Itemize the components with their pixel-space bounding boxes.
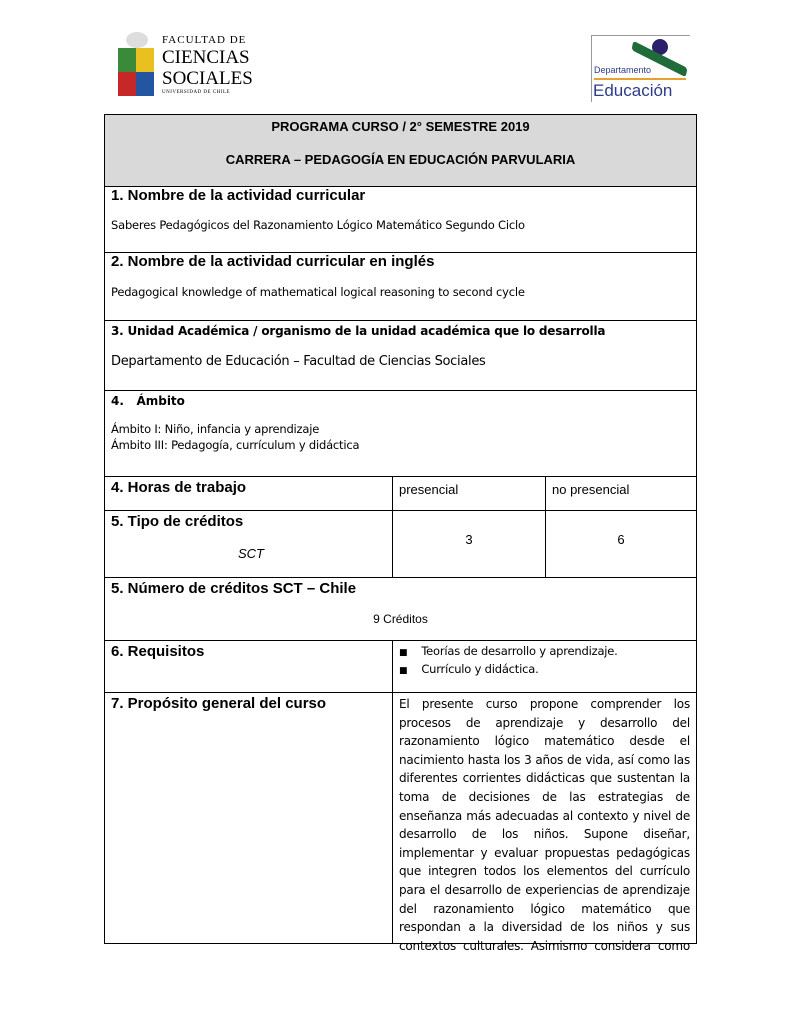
section-value: Saberes Pedagógicos del Razonamiento Lógico Matemático Segundo Ciclo bbox=[111, 218, 525, 232]
requisitos-label-cell bbox=[104, 640, 393, 693]
tipo-label-cell bbox=[104, 510, 393, 578]
section-label: 5. Número de créditos SCT – Chile bbox=[111, 580, 357, 597]
text-line: procesos de aprendizaje y desarrollo del bbox=[399, 715, 690, 730]
section-1 bbox=[104, 186, 697, 253]
section-label: 4. Horas de trabajo bbox=[111, 479, 247, 496]
credit-value: 6 bbox=[617, 532, 625, 547]
text-line: implementar y evaluar propuestas pedagógicas bbox=[399, 845, 690, 860]
text-line: nacimiento hasta los 3 años de vida, así como las bbox=[399, 752, 690, 767]
text-line: desarrollo de los niños. Supone diseñar, bbox=[399, 827, 690, 842]
list-item bbox=[399, 662, 696, 680]
section-item: Ámbito III: Pedagogía, currículum y didáctica bbox=[111, 438, 360, 452]
section-value: 9 Créditos bbox=[373, 612, 428, 626]
text-line: del razonamiento lógico matemático que bbox=[399, 901, 690, 916]
section-label: 3. Unidad Académica / organismo de la unidad académica que lo desarrolla bbox=[111, 324, 606, 338]
text-line: contextos culturales. Asimismo considera como bbox=[399, 938, 690, 953]
departamento-logo bbox=[591, 35, 690, 102]
text-line: razonamiento lógico matemático desde el bbox=[399, 734, 690, 749]
bullet-icon: ■ bbox=[399, 648, 408, 658]
proposito-label-cell bbox=[104, 692, 393, 944]
facultad-logo bbox=[118, 32, 253, 98]
text-line: que integren todos los elementos del currículo bbox=[399, 864, 690, 879]
program-header bbox=[104, 114, 697, 187]
section-numero bbox=[104, 577, 697, 641]
section-value: Pedagogical knowledge of mathematical logical reasoning to second cycle bbox=[111, 285, 525, 299]
logo-text: SOCIALES bbox=[162, 68, 253, 90]
logo-text: FACULTAD DE bbox=[162, 34, 247, 46]
list-item bbox=[399, 644, 696, 662]
proposito-text bbox=[399, 695, 690, 955]
credit-value: 3 bbox=[465, 532, 473, 547]
horas-presencial-cell bbox=[392, 476, 546, 511]
text-line: para el desarrollo de experiencias de aprendizaje bbox=[399, 882, 690, 897]
university-crest-icon bbox=[118, 32, 156, 98]
section-2 bbox=[104, 252, 697, 321]
section-label: 2. Nombre de la actividad curricular en inglés bbox=[111, 253, 435, 270]
column-header: presencial bbox=[399, 482, 459, 497]
list-item-text: Currículo y didáctica. bbox=[421, 662, 539, 676]
page-title: PROGRAMA CURSO / 2° SEMESTRE 2019 bbox=[271, 119, 530, 134]
logo-text: UNIVERSIDAD DE CHILE bbox=[162, 90, 231, 96]
horas-label-cell bbox=[104, 476, 393, 511]
section-item: Ámbito I: Niño, infancia y aprendizaje bbox=[111, 422, 320, 436]
list-item-text: Teorías de desarrollo y aprendizaje. bbox=[421, 644, 618, 658]
section-label: 7. Propósito general del curso bbox=[111, 695, 327, 712]
section-4 bbox=[104, 390, 697, 477]
text-line: respondan a la diversidad de los niños y sus bbox=[399, 920, 690, 935]
page-subtitle: CARRERA – PEDAGOGÍA EN EDUCACIÓN PARVULARIA bbox=[225, 152, 576, 167]
tipo-no-presencial-cell bbox=[545, 510, 697, 578]
section-3 bbox=[104, 320, 697, 391]
section-label: 6. Requisitos bbox=[111, 643, 205, 660]
credit-type: SCT bbox=[238, 546, 264, 561]
text-line: enseñanza más adecuadas al contexto y nivel de bbox=[399, 808, 690, 823]
horas-no-presencial-cell bbox=[545, 476, 697, 511]
bullet-icon: ■ bbox=[399, 666, 408, 676]
requisitos-list bbox=[392, 640, 697, 693]
section-label: 4. Ámbito bbox=[111, 394, 185, 408]
section-label: 5. Tipo de créditos bbox=[111, 513, 244, 530]
text-line: El presente curso propone comprender los bbox=[399, 697, 690, 711]
logo-text: Departamento bbox=[594, 65, 652, 75]
proposito-cell bbox=[392, 692, 697, 953]
text-line: toma de decisiones de las estrategias de bbox=[399, 789, 690, 804]
section-label: 1. Nombre de la actividad curricular bbox=[111, 187, 366, 204]
logo-text: CIENCIAS bbox=[162, 46, 250, 68]
text-line: diferentes corrientes didácticas que sustentan la bbox=[399, 771, 690, 786]
section-value: Departamento de Educación – Facultad de Ciencias Sociales bbox=[111, 354, 486, 369]
tipo-presencial-cell bbox=[392, 510, 546, 578]
logo-text: Educación bbox=[593, 81, 673, 100]
column-header: no presencial bbox=[552, 482, 630, 497]
